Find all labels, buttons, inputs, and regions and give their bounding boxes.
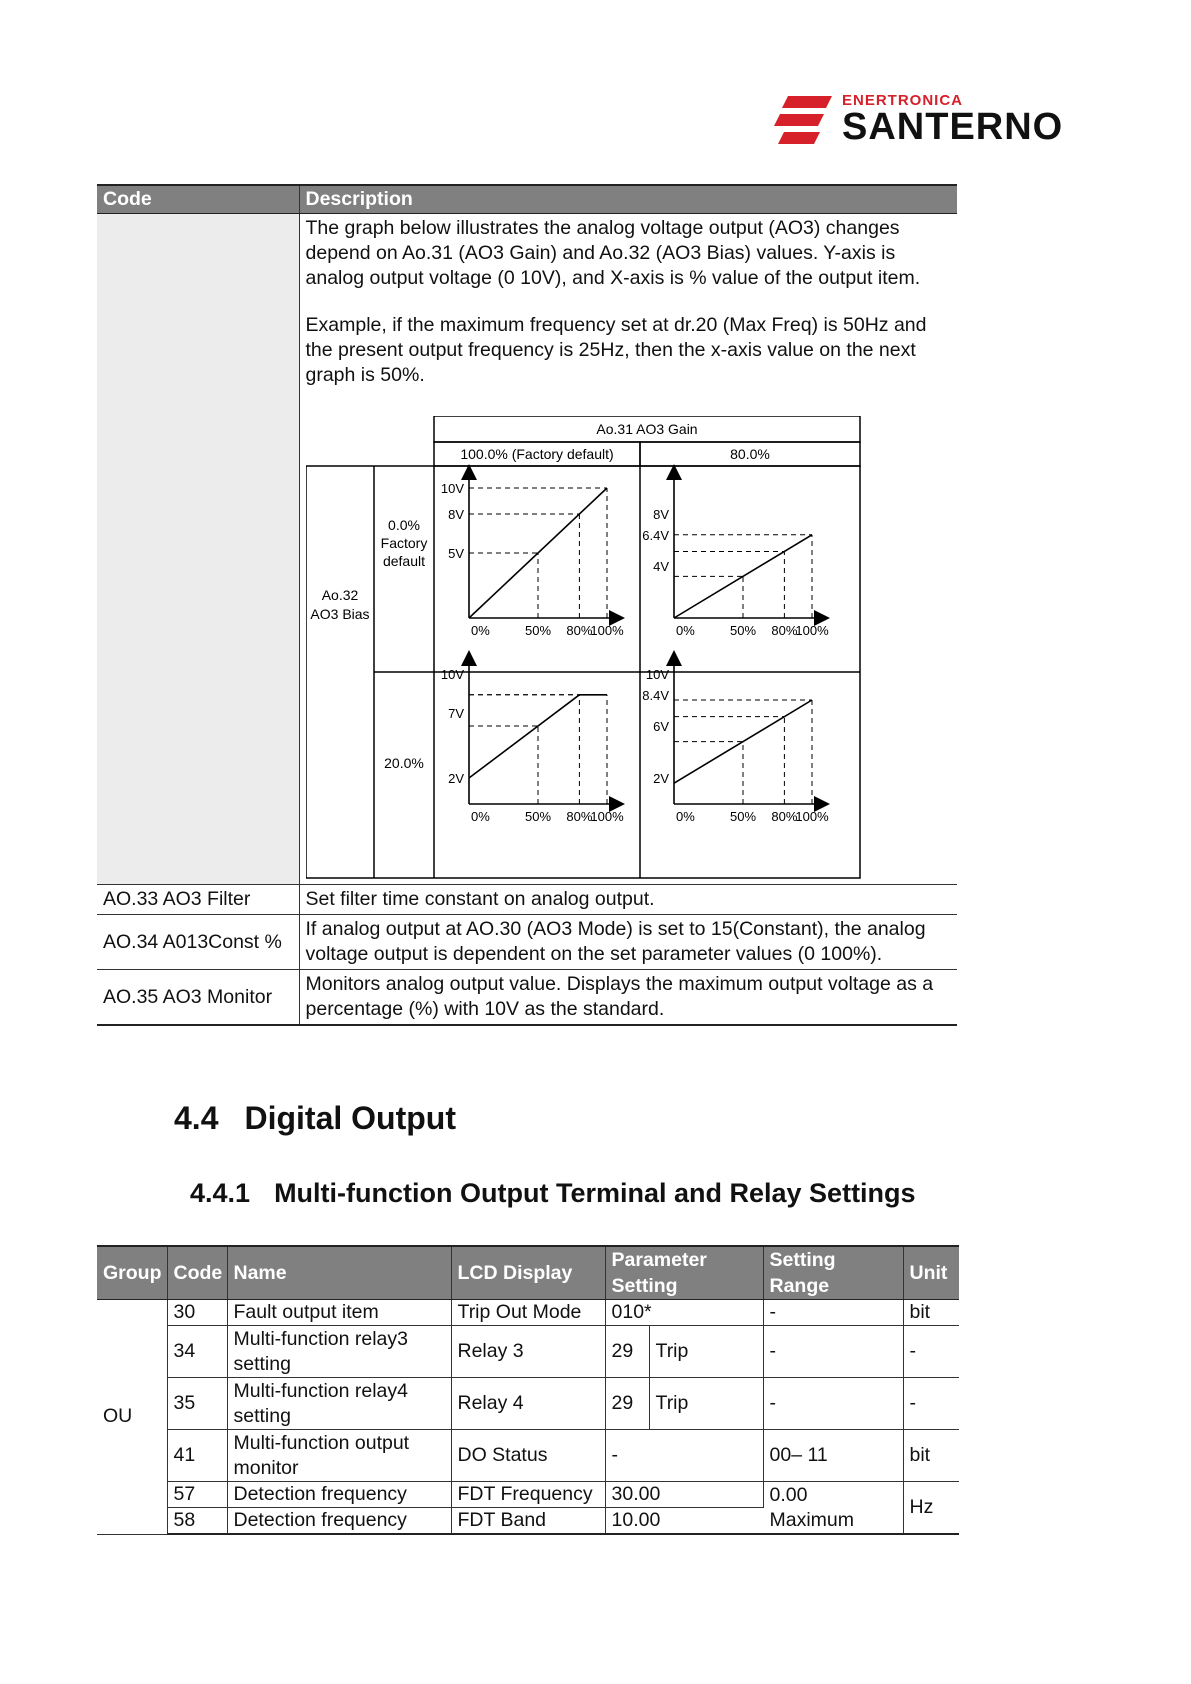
name-cell: Detection frequency	[227, 1482, 451, 1508]
param-cell: -	[605, 1430, 763, 1482]
table-row	[97, 885, 957, 915]
gain-col1-label: 100.0% (Factory default)	[459, 446, 614, 462]
code-cell: 35	[167, 1378, 227, 1430]
name-cell: Fault output item	[227, 1300, 451, 1326]
lcd-cell: FDT Frequency	[451, 1482, 605, 1508]
table-row	[97, 1482, 959, 1508]
range-cell: -	[763, 1378, 903, 1430]
unit-cell: -	[903, 1326, 959, 1378]
header-parameter-setting	[605, 1246, 763, 1300]
lcd-cell: DO Status	[451, 1430, 605, 1482]
bias-label-line2: AO3 Bias	[309, 606, 370, 622]
range-line1: 0.00	[769, 1483, 808, 1506]
lcd-cell: Trip Out Mode	[451, 1300, 605, 1326]
bias-label-line1: Ao.32	[321, 587, 358, 603]
gain-bias-graph	[306, 416, 866, 880]
description-cell: If analog output at AO.30 (AO3 Mode) is set to 15(Constant), the analog voltage output is dependent on the set parameter values (0 100%).	[299, 915, 957, 970]
lcd-cell: Relay 4	[451, 1378, 605, 1430]
logo-mark-icon	[770, 88, 840, 150]
gain-col2-label: 80.0%	[729, 446, 770, 462]
x-tick-label: 100%	[794, 623, 829, 638]
unit-cell: bit	[903, 1430, 959, 1482]
unit-cell: bit	[903, 1300, 959, 1326]
x-tick-label: 80%	[565, 623, 592, 638]
y-tick-label: 7V	[447, 706, 464, 721]
y-tick-label: 10V	[440, 667, 464, 682]
unit-cell: Hz	[903, 1482, 959, 1535]
y-tick-label: 8.4V	[641, 687, 669, 703]
header-group: Group	[97, 1246, 167, 1300]
section-heading	[174, 1100, 482, 1137]
header-description: Description	[299, 185, 957, 214]
panel-gain80-bias0	[642, 472, 829, 638]
santerno-logo	[770, 88, 1080, 150]
subsection-heading	[190, 1178, 940, 1209]
header-code: Code	[97, 185, 299, 214]
header-lcd-display: LCD Display	[451, 1246, 605, 1300]
code-cell: AO.33 AO3 Filter	[97, 885, 299, 915]
range-line2: Maximum	[769, 1508, 855, 1531]
x-tick-label: 0%	[675, 623, 695, 638]
code-cell-empty	[97, 214, 299, 885]
x-tick-label: 50%	[524, 809, 551, 824]
y-tick-label: 8V	[447, 507, 464, 522]
x-tick-label: 0%	[470, 809, 490, 824]
code-cell: 30	[167, 1300, 227, 1326]
header-range-line1: Setting	[769, 1249, 836, 1271]
table-row	[97, 970, 957, 1026]
y-tick-label: 4V	[652, 559, 669, 574]
table-header-row	[97, 185, 957, 214]
param-cell: 10.00	[605, 1508, 763, 1535]
x-tick-label: 80%	[770, 623, 797, 638]
description-cell: Set filter time constant on analog output.	[299, 885, 957, 915]
table-row	[97, 1430, 959, 1482]
gain-title-label: Ao.31 AO3 Gain	[595, 421, 698, 437]
section-number: 4.4	[174, 1100, 219, 1136]
param-cell: 30.00	[605, 1482, 763, 1508]
x-tick-label: 0%	[675, 809, 695, 824]
y-tick-label: 10V	[440, 481, 464, 496]
x-tick-label: 50%	[729, 623, 756, 638]
param-cell: 29	[605, 1378, 649, 1430]
name-cell: Multi-function relay3 setting	[227, 1326, 451, 1378]
intro-paragraph-1: The graph below illustrates the analog voltage output (AO3) changes depend on Ao.31 (AO3 Gain) and Ao.32 (AO3 Bias) values. Y-axis is analog output voltage (0 10V), and X-axis is % value of the output item.	[305, 217, 921, 289]
table-header-row	[97, 1246, 959, 1300]
name-cell: Multi-function output monitor	[227, 1430, 451, 1482]
x-tick-label: 0%	[470, 623, 490, 638]
y-tick-label: 6.4V	[641, 527, 669, 543]
lcd-cell: FDT Band	[451, 1508, 605, 1535]
y-tick-label: 5V	[447, 546, 464, 561]
x-tick-label: 100%	[794, 809, 829, 824]
x-tick-label: 80%	[565, 809, 592, 824]
subsection-number: 4.4.1	[190, 1178, 251, 1208]
code-cell: AO.34 A013Const %	[97, 915, 299, 970]
header-setting-range	[763, 1246, 903, 1300]
code-cell: 34	[167, 1326, 227, 1378]
y-tick-label: 2V	[652, 771, 669, 786]
x-tick-label: 100%	[589, 809, 624, 824]
x-tick-label: 80%	[770, 809, 797, 824]
panel-gain80-bias20	[642, 658, 829, 824]
section-title: Digital Output	[244, 1100, 456, 1136]
bias-row2-label: 20.0%	[383, 755, 424, 771]
header-unit: Unit	[903, 1246, 959, 1300]
y-tick-label: 6V	[652, 719, 669, 734]
output-line	[469, 695, 579, 778]
header-parameter-line2: Setting	[611, 1275, 678, 1297]
bias-row1-line2: Factory	[380, 535, 427, 551]
param-text-cell: Trip	[649, 1378, 763, 1430]
bias-row1-line1: 0.0%	[387, 517, 420, 533]
y-tick-label: 10V	[645, 667, 669, 682]
panel-gain100-bias0	[440, 472, 623, 638]
intro-paragraph-2: Example, if the maximum frequency set at dr.20 (Max Freq) is 50Hz and the present output frequency is 25Hz, then the x-axis value on the next graph is 50%.	[305, 314, 927, 386]
ao3-parameter-table	[97, 184, 957, 1026]
y-tick-label: 2V	[447, 771, 464, 786]
range-cell: -	[763, 1326, 903, 1378]
name-cell: Detection frequency	[227, 1508, 451, 1535]
table-row	[97, 214, 957, 885]
group-cell: OU	[97, 1300, 167, 1535]
range-cell: 00– 11	[763, 1430, 903, 1482]
code-cell: 57	[167, 1482, 227, 1508]
logo-main-text: SANTERNO	[842, 106, 1064, 148]
header-parameter-line1: Parameter	[611, 1249, 707, 1271]
description-cell	[299, 214, 957, 885]
header-name: Name	[227, 1246, 451, 1300]
table-row	[97, 915, 957, 970]
range-cell: -	[763, 1300, 903, 1326]
name-cell: Multi-function relay4 setting	[227, 1378, 451, 1430]
lcd-cell: Relay 3	[451, 1326, 605, 1378]
code-cell: 58	[167, 1508, 227, 1535]
table-row	[97, 1300, 959, 1326]
param-cell: 29	[605, 1326, 649, 1378]
range-cell	[763, 1482, 903, 1535]
x-tick-label: 100%	[589, 623, 624, 638]
param-cell: 010*	[605, 1300, 763, 1326]
x-tick-label: 50%	[524, 623, 551, 638]
panel-gain100-bias20	[440, 658, 623, 824]
logo-top-text: ENERTRONICA	[842, 92, 964, 109]
bias-row1-line3: default	[382, 553, 425, 569]
table-row	[97, 1378, 959, 1430]
x-tick-label: 50%	[729, 809, 756, 824]
code-cell: 41	[167, 1430, 227, 1482]
table-row	[97, 1326, 959, 1378]
header-range-line2: Range	[769, 1275, 830, 1297]
code-cell: AO.35 AO3 Monitor	[97, 970, 299, 1026]
param-text-cell: Trip	[649, 1326, 763, 1378]
gain-bias-graph-svg	[306, 416, 866, 880]
description-cell: Monitors analog output value. Displays the maximum output voltage as a percentage (%) with 10V as the standard.	[299, 970, 957, 1026]
header-code: Code	[167, 1246, 227, 1300]
digital-output-table	[97, 1245, 959, 1535]
subsection-title: Multi-function Output Terminal and Relay Settings	[274, 1178, 916, 1208]
unit-cell: -	[903, 1378, 959, 1430]
y-tick-label: 8V	[652, 507, 669, 522]
